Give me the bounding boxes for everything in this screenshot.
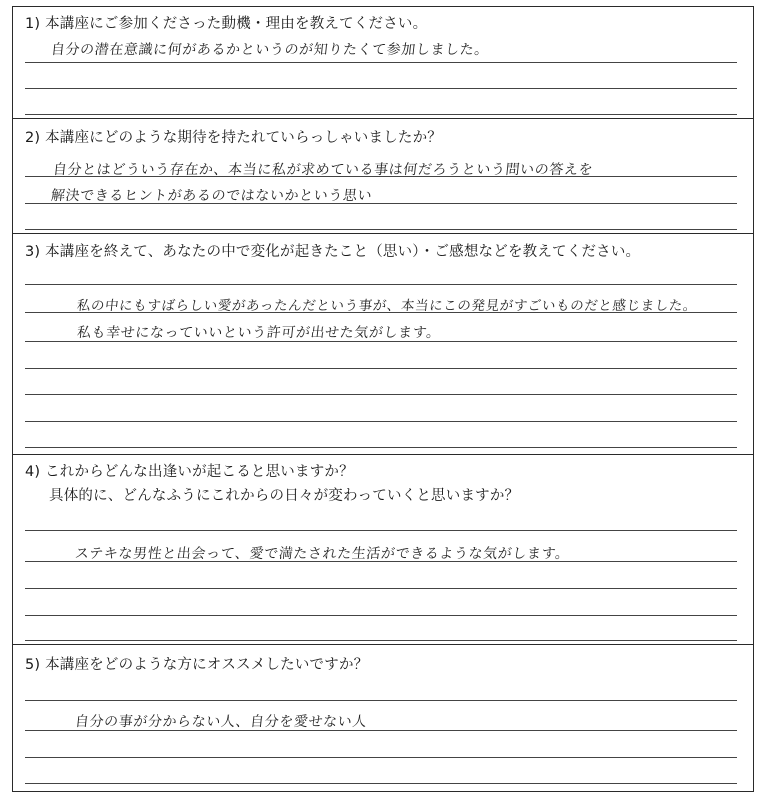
answer-line bbox=[25, 229, 737, 230]
answer-line bbox=[25, 203, 737, 204]
answer-3-line-1: 私の中にもすばらしい愛があったんだという事が、本当にこの発見がすごいものだと感じました。 bbox=[75, 298, 698, 314]
question-section-1 bbox=[13, 7, 753, 119]
answer-line bbox=[25, 341, 737, 342]
answer-line bbox=[25, 394, 737, 395]
question-5-prompt: 5) 本講座をどのような方にオススメしたいですか？ bbox=[25, 657, 369, 673]
answer-line bbox=[25, 561, 737, 562]
question-section-5 bbox=[13, 645, 753, 791]
answer-line bbox=[25, 368, 737, 369]
answer-line bbox=[25, 62, 737, 63]
question-section-3 bbox=[13, 234, 753, 455]
answer-line bbox=[25, 588, 737, 589]
answer-line bbox=[25, 447, 737, 448]
answer-4-line-1: ステキな男性と出会って、愛で満たされた生活ができるような気がします。 bbox=[74, 546, 571, 562]
answer-1-line-1: 自分の潜在意識に何があるかというのが知りたくて参加しました。 bbox=[50, 42, 490, 58]
answer-line bbox=[25, 615, 737, 616]
question-section-2 bbox=[13, 119, 753, 234]
answer-line bbox=[25, 312, 737, 313]
answer-line bbox=[25, 284, 737, 285]
survey-sheet bbox=[12, 6, 754, 792]
question-2-prompt: 2) 本講座にどのような期待を持たれていらっしゃいましたか？ bbox=[25, 130, 442, 146]
answer-line bbox=[25, 114, 737, 115]
answer-line bbox=[25, 421, 737, 422]
answer-line bbox=[25, 757, 737, 758]
answer-line bbox=[25, 640, 737, 641]
question-4-prompt: 4) これからどんな出逢いが起こると思いますか？ bbox=[25, 464, 354, 480]
answer-2-line-1: 自分とはどういう存在か、本当に私が求めている事は何だろうという問いの答えを bbox=[52, 162, 594, 178]
answer-line bbox=[25, 88, 737, 89]
answer-5-line-1: 自分の事が分からない人、自分を愛せない人 bbox=[74, 714, 368, 730]
question-1-prompt: 1) 本講座にご参加くださった動機・理由を教えてください。 bbox=[25, 16, 428, 32]
answer-line bbox=[25, 530, 737, 531]
question-4-prompt-detail: 具体的に、どんなふうにこれからの日々が変わっていくと思いますか？ bbox=[49, 488, 520, 504]
answer-line bbox=[25, 176, 737, 177]
answer-2-line-2: 解決できるヒントがあるのではないかという思い bbox=[50, 188, 373, 204]
question-3-prompt: 3) 本講座を終えて、あなたの中で変化が起きたこと（思い）・ご感想などを教えてください。 bbox=[25, 244, 641, 260]
question-section-4 bbox=[13, 455, 753, 645]
answer-line bbox=[25, 730, 737, 731]
answer-3-line-2: 私も幸せになっていいという許可が出せた気がします。 bbox=[76, 325, 442, 341]
answer-line bbox=[25, 700, 737, 701]
answer-line bbox=[25, 783, 737, 784]
